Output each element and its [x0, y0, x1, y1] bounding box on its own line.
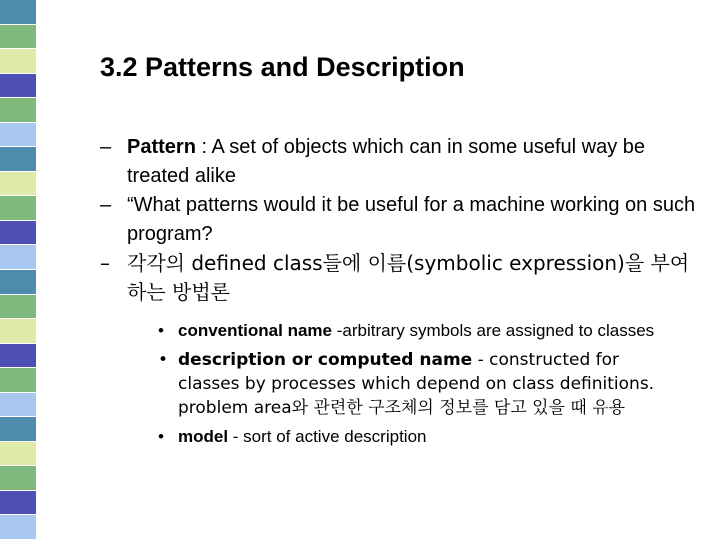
bullet-what-patterns	[100, 191, 700, 249]
strip-block	[0, 319, 36, 344]
strip-block	[0, 0, 36, 25]
strip-block	[0, 49, 36, 74]
strip-block	[0, 123, 36, 148]
dash-marker: –	[100, 136, 112, 158]
sub-bullet-term: description or computed name	[178, 350, 473, 370]
bullet-term: Pattern	[127, 136, 196, 158]
bullet-text: “What patterns would it be useful for a machine working on such program?	[127, 194, 696, 245]
bullet-dot: •	[158, 321, 164, 340]
strip-block	[0, 491, 36, 516]
strip-block	[0, 295, 36, 320]
strip-block	[0, 442, 36, 467]
strip-block	[0, 368, 36, 393]
strip-block	[0, 393, 36, 418]
strip-block	[0, 147, 36, 172]
strip-block	[0, 196, 36, 221]
strip-block	[0, 515, 36, 540]
bullet-text: 각각의 defined class들에 이름(symbolic expression)을 부여하는 방법론	[127, 251, 690, 304]
slide-title: 3.2 Patterns and Description	[100, 52, 465, 82]
strip-block	[0, 98, 36, 123]
strip-block	[0, 245, 36, 270]
dash-marker: –	[100, 251, 110, 275]
strip-block	[0, 466, 36, 491]
sub-bullet-conventional-name	[158, 319, 678, 343]
decorative-side-strip	[0, 0, 36, 540]
bullet-methodology	[100, 249, 700, 307]
sub-bullet-term: model	[178, 427, 229, 446]
sub-bullet-model	[158, 425, 678, 449]
strip-block	[0, 221, 36, 246]
strip-block	[0, 25, 36, 50]
sub-bullet-text: -arbitrary symbols are assigned to classes	[331, 321, 655, 340]
slide-content	[100, 133, 700, 449]
bullet-dot: •	[158, 350, 169, 370]
sub-bullet-text: - constructed for classes by processes which depend on class definitions. problem area와 관련한 구조체의 정보를 담고 있을 때 유용	[178, 350, 655, 418]
bullet-text: : A set of objects which can in some useful way be treated alike	[127, 136, 646, 187]
strip-block	[0, 417, 36, 442]
strip-block	[0, 270, 36, 295]
bullet-dot: •	[158, 427, 164, 446]
strip-block	[0, 74, 36, 99]
sub-bullet-description	[158, 348, 678, 420]
sub-bullet-term: conventional name	[178, 321, 332, 340]
sub-bullet-list	[100, 319, 700, 449]
strip-block	[0, 344, 36, 369]
strip-block	[0, 172, 36, 197]
sub-bullet-text: - sort of active description	[228, 427, 427, 446]
bullet-pattern	[100, 133, 700, 191]
dash-marker: –	[100, 194, 112, 216]
